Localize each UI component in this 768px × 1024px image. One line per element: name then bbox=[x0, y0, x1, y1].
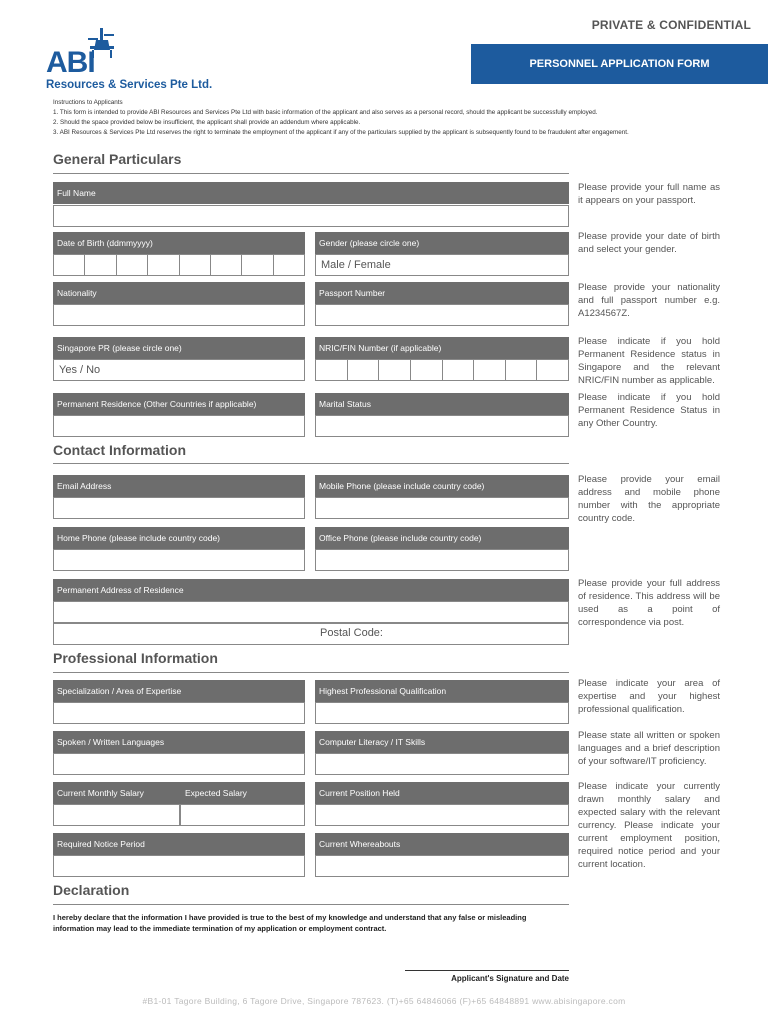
mobile-input[interactable] bbox=[315, 497, 569, 519]
section-declaration: Declaration bbox=[53, 882, 130, 898]
instruction-item: 2. Should the space provided below be insufficient, the applicant shall provide an addendum where applicable. bbox=[53, 119, 361, 126]
whereabouts-input[interactable] bbox=[315, 855, 569, 877]
singapore-pr-input[interactable]: Yes / No bbox=[53, 359, 305, 381]
section-contact: Contact Information bbox=[53, 442, 186, 458]
gender-input[interactable]: Male / Female bbox=[315, 254, 569, 276]
marital-input[interactable] bbox=[315, 415, 569, 437]
mobile-label: Mobile Phone (please include country code) bbox=[315, 475, 569, 497]
whereabouts-label: Current Whereabouts bbox=[315, 833, 569, 855]
computer-label: Computer Literacy / IT Skills bbox=[315, 731, 569, 753]
section-divider bbox=[53, 173, 569, 174]
note-dob: Please provide your date of birth and select your gender. bbox=[578, 231, 720, 255]
note-contact: Please provide your email address and mobile phone number with the appropriate country code. bbox=[578, 474, 720, 524]
current-salary-input[interactable] bbox=[53, 804, 180, 826]
section-divider bbox=[53, 463, 569, 464]
section-divider bbox=[53, 904, 569, 905]
current-salary-label: Current Monthly Salary bbox=[57, 788, 144, 798]
specialization-label: Specialization / Area of Expertise bbox=[53, 680, 305, 702]
confidential-label: PRIVATE & CONFIDENTIAL bbox=[591, 18, 751, 32]
note-salary: Please indicate your currently drawn monthly salary and expected salary with the relevant currency. Please indicate your current employment position, required notice period and your current location. bbox=[578, 781, 720, 870]
address-input-line2[interactable] bbox=[53, 623, 569, 645]
dob-input[interactable] bbox=[53, 254, 305, 276]
salary-label-bar bbox=[53, 782, 305, 804]
note-address: Please provide your full address of residence. This address will be used as a point of correspondence via post. bbox=[578, 578, 720, 628]
languages-input[interactable] bbox=[53, 753, 305, 775]
company-logo bbox=[46, 28, 226, 94]
nric-input[interactable] bbox=[315, 359, 569, 381]
permanent-residence-label: Permanent Residence (Other Countries if applicable) bbox=[53, 393, 305, 415]
nationality-input[interactable] bbox=[53, 304, 305, 326]
specialization-input[interactable] bbox=[53, 702, 305, 724]
home-phone-label: Home Phone (please include country code) bbox=[53, 527, 305, 549]
notice-label: Required Notice Period bbox=[53, 833, 305, 855]
note-full-name: Please provide your full name as it appears on your passport. bbox=[578, 182, 720, 206]
permanent-residence-input[interactable] bbox=[53, 415, 305, 437]
home-phone-input[interactable] bbox=[53, 549, 305, 571]
company-name: Resources & Services Pte Ltd. bbox=[46, 79, 213, 91]
instructions-heading: Instructions to Applicants bbox=[53, 99, 123, 106]
note-other-pr: Please indicate if you hold Permanent Residence Status in any Other Country. bbox=[578, 392, 720, 429]
note-pr: Please indicate if you hold Permanent Residence status in Singapore and the relevant NRIC/FIN number as applicable. bbox=[578, 336, 720, 386]
office-phone-label: Office Phone (please include country code) bbox=[315, 527, 569, 549]
section-professional: Professional Information bbox=[53, 650, 218, 666]
qualification-label: Highest Professional Qualification bbox=[315, 680, 569, 702]
address-input[interactable] bbox=[53, 601, 569, 623]
note-languages: Please state all written or spoken languages and a brief description of your software/IT proficiency. bbox=[578, 730, 720, 767]
computer-input[interactable] bbox=[315, 753, 569, 775]
position-label: Current Position Held bbox=[315, 782, 569, 804]
postal-code-label: Postal Code: bbox=[320, 627, 383, 639]
address-label: Permanent Address of Residence bbox=[53, 579, 569, 601]
nric-label: NRIC/FIN Number (if applicable) bbox=[315, 337, 569, 359]
section-divider bbox=[53, 672, 569, 673]
position-input[interactable] bbox=[315, 804, 569, 826]
signature-label: Applicant's Signature and Date bbox=[451, 974, 569, 983]
email-input[interactable] bbox=[53, 497, 305, 519]
gender-label: Gender (please circle one) bbox=[315, 232, 569, 254]
expected-salary-input[interactable] bbox=[180, 804, 305, 826]
full-name-input[interactable] bbox=[53, 205, 569, 227]
dob-label: Date of Birth (ddmmyyyy) bbox=[53, 232, 305, 254]
instructions bbox=[53, 98, 733, 138]
passport-input[interactable] bbox=[315, 304, 569, 326]
note-nationality: Please provide your nationality and full passport number e.g. A1234567Z. bbox=[578, 282, 720, 319]
full-name-label: Full Name bbox=[53, 182, 569, 204]
section-general: General Particulars bbox=[53, 151, 182, 167]
email-label: Email Address bbox=[53, 475, 305, 497]
note-expertise: Please indicate your area of expertise and your highest professional qualification. bbox=[578, 678, 720, 715]
notice-input[interactable] bbox=[53, 855, 305, 877]
footer-address: #B1-01 Tagore Building, 6 Tagore Drive, Singapore 787623. (T)+65 64846066 (F)+65 64848891 www.abisingapore.com bbox=[142, 996, 626, 1006]
expected-salary-label: Expected Salary bbox=[185, 788, 247, 798]
instruction-item: 1. This form is intended to provide ABI Resources and Services Pte Ltd with basic information of the applicant and also serves as a personal record, should the applicant be successfully employed. bbox=[53, 109, 598, 116]
declaration-text: I hereby declare that the information I have provided is true to the best of my knowledge and understand that any false or misleading information may lead to the immediate termination of my application or employment contract. bbox=[53, 913, 527, 933]
logo-abi: ABI bbox=[46, 46, 95, 79]
nationality-label: Nationality bbox=[53, 282, 305, 304]
qualification-input[interactable] bbox=[315, 702, 569, 724]
form-title: PERSONNEL APPLICATION FORM bbox=[471, 44, 768, 84]
office-phone-input[interactable] bbox=[315, 549, 569, 571]
signature-line[interactable] bbox=[405, 970, 569, 971]
singapore-pr-label: Singapore PR (please circle one) bbox=[53, 337, 305, 359]
marital-label: Marital Status bbox=[315, 393, 569, 415]
languages-label: Spoken / Written Languages bbox=[53, 731, 305, 753]
passport-label: Passport Number bbox=[315, 282, 569, 304]
instruction-item: 3. ABI Resources & Services Pte Ltd reserves the right to terminate the employment of the applicant if any of the particulars supplied by the applicant is subsequently found to be fraudulent after engagement. bbox=[53, 129, 629, 136]
